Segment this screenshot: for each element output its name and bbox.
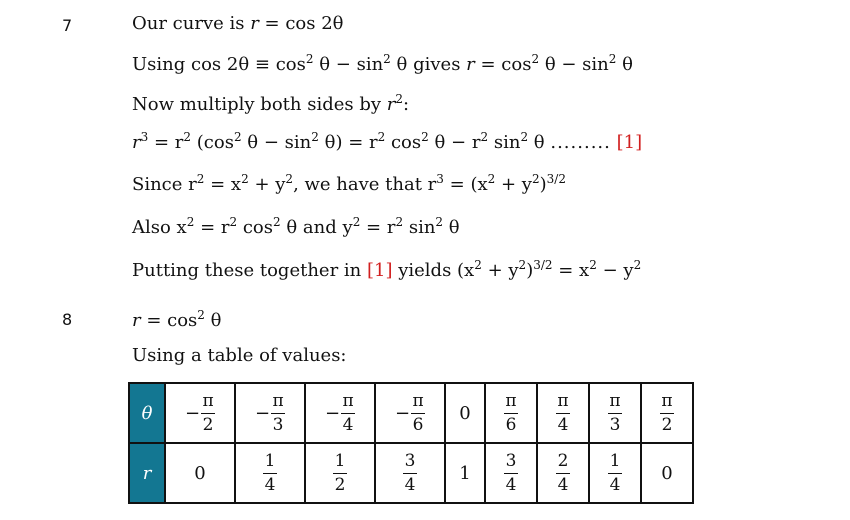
sq: 2 xyxy=(531,52,540,66)
sq: 2 xyxy=(518,258,527,272)
fraction-bar xyxy=(201,413,215,414)
fraction xyxy=(504,452,518,495)
q7-line-2 xyxy=(132,54,633,75)
fraction-numerator: 2 xyxy=(557,450,569,471)
fraction-bar xyxy=(411,413,425,414)
reference-1: [1] xyxy=(616,132,643,153)
q7-l1-text: Our curve is xyxy=(132,13,251,34)
r-cell: 1 xyxy=(445,443,485,503)
fraction xyxy=(271,392,285,435)
theta-cell xyxy=(375,383,445,443)
sq: 2 xyxy=(233,130,242,144)
q7-l6-a: Also x xyxy=(132,217,187,238)
fraction-numerator: 3 xyxy=(505,450,517,471)
r-cell xyxy=(537,443,589,503)
sq: 2 xyxy=(421,130,429,144)
question-number-7: 7 xyxy=(62,16,73,35)
fraction-numerator: π xyxy=(661,390,673,411)
q7-l4-e: θ) = r xyxy=(318,132,378,153)
sq: 2 xyxy=(197,308,205,322)
fraction-denominator: 4 xyxy=(264,474,276,495)
r-cell: 0 xyxy=(165,443,235,503)
q7-l5-g: ) xyxy=(539,174,547,195)
sq: 2 xyxy=(273,215,281,229)
q7-l2-a: Using cos 2θ ≡ cos xyxy=(132,54,306,75)
sq: 2 xyxy=(285,172,294,186)
q7-l4-i: θ xyxy=(528,132,551,153)
q7-l4-h: sin xyxy=(488,132,521,153)
exponent-3-2: 3/2 xyxy=(546,172,566,186)
sq: 2 xyxy=(305,52,314,66)
theta-cell xyxy=(305,383,375,443)
q7-l1-rhs: = cos 2θ xyxy=(258,13,344,34)
fraction-denominator: 2 xyxy=(334,474,346,495)
sq: 2 xyxy=(395,215,404,229)
fraction xyxy=(411,392,425,435)
q7-l3-c: : xyxy=(403,94,410,115)
theta-row xyxy=(129,383,693,443)
fraction-bar xyxy=(556,413,570,414)
fraction-numerator: π xyxy=(202,390,214,411)
fraction-denominator: 4 xyxy=(557,414,569,435)
fraction xyxy=(556,392,570,435)
theta-cell: 0 xyxy=(445,383,485,443)
q7-l4-a: r xyxy=(132,132,141,153)
fraction-bar xyxy=(504,413,518,414)
q7-l4-d: θ − sin xyxy=(241,132,312,153)
q7-l5-c: + y xyxy=(248,174,286,195)
fraction xyxy=(333,452,347,495)
sq: 2 xyxy=(377,130,386,144)
q7-line-5 xyxy=(132,174,566,195)
fraction xyxy=(608,452,622,495)
fraction-numerator: 1 xyxy=(609,450,621,471)
fraction-bar xyxy=(660,413,674,414)
fraction xyxy=(504,392,518,435)
q8-line-2: Using a table of values: xyxy=(132,345,347,366)
q7-l4-b: = r xyxy=(148,132,184,153)
fraction-denominator: 3 xyxy=(272,414,284,435)
reference-1-inline: [1] xyxy=(366,260,393,281)
sq: 2 xyxy=(186,215,195,229)
q7-line-1 xyxy=(132,13,344,34)
q7-l7-b: yields (x xyxy=(392,260,475,281)
q7-l3-b: r xyxy=(386,94,396,115)
fraction-numerator: 1 xyxy=(264,450,276,471)
fraction-bar xyxy=(556,473,570,474)
q7-l6-f: sin xyxy=(403,217,436,238)
fraction xyxy=(660,392,674,435)
r-cell xyxy=(235,443,305,503)
q7-l6-c: cos xyxy=(237,217,274,238)
q7-l4-dots: ......... xyxy=(550,132,611,153)
theta-cell xyxy=(537,383,589,443)
r-cell xyxy=(305,443,375,503)
fraction-denominator: 6 xyxy=(505,414,517,435)
q7-l5-e: = (x xyxy=(443,174,488,195)
q7-l6-b: = r xyxy=(194,217,230,238)
fraction-denominator: 4 xyxy=(342,414,354,435)
q8-l1-theta: θ xyxy=(204,310,222,331)
fraction-bar xyxy=(504,473,518,474)
sq: 2 xyxy=(311,130,319,144)
q7-line-3 xyxy=(132,94,409,115)
minus-sign: − xyxy=(324,402,341,424)
sq: 2 xyxy=(196,172,205,186)
fraction-numerator: π xyxy=(505,390,517,411)
fraction-numerator: π xyxy=(557,390,569,411)
q7-l2-f: θ − sin xyxy=(539,54,609,75)
minus-sign: − xyxy=(184,402,201,424)
fraction-numerator: π xyxy=(609,390,621,411)
q7-line-7 xyxy=(132,260,641,281)
sq: 2 xyxy=(435,215,444,229)
fraction-bar xyxy=(341,413,355,414)
fraction-bar xyxy=(608,413,622,414)
theta-cell xyxy=(235,383,305,443)
q7-line-6 xyxy=(132,217,460,238)
sq: 2 xyxy=(395,92,403,106)
q7-l7-d: ) xyxy=(526,260,534,281)
sq: 2 xyxy=(633,258,642,272)
fraction-denominator: 6 xyxy=(412,414,424,435)
sq: 2 xyxy=(352,215,361,229)
q7-l4-c: (cos xyxy=(191,132,234,153)
r-row xyxy=(129,443,693,503)
sq: 2 xyxy=(531,172,540,186)
fraction xyxy=(341,392,355,435)
minus-sign: − xyxy=(394,402,411,424)
q7-l5-a: Since r xyxy=(132,174,197,195)
fraction-bar xyxy=(403,473,417,474)
q7-l6-e: = r xyxy=(360,217,396,238)
q7-l7-f: − y xyxy=(596,260,634,281)
fraction-numerator: 3 xyxy=(404,450,416,471)
r-cell xyxy=(375,443,445,503)
fraction xyxy=(608,392,622,435)
q7-l5-d: , we have that r xyxy=(293,174,437,195)
q7-l3-a: Now multiply both sides by xyxy=(132,94,387,115)
sq: 2 xyxy=(608,52,617,66)
q7-l4-f: cos xyxy=(385,132,422,153)
sq: 2 xyxy=(474,258,482,272)
theta-cell xyxy=(589,383,641,443)
question-number-8: 8 xyxy=(62,310,73,329)
q7-l4-g: θ − r xyxy=(428,132,481,153)
r-cell: 0 xyxy=(641,443,693,503)
sq: 2 xyxy=(520,130,529,144)
fraction-denominator: 3 xyxy=(609,414,621,435)
fraction-denominator: 4 xyxy=(609,474,621,495)
fraction-denominator: 4 xyxy=(505,474,517,495)
q7-l2-d: r xyxy=(466,54,475,75)
fraction-bar xyxy=(271,413,285,414)
sq: 2 xyxy=(229,215,238,229)
theta-cell xyxy=(165,383,235,443)
theta-header: θ xyxy=(129,383,165,443)
q7-l2-e: = cos xyxy=(474,54,532,75)
fraction-bar xyxy=(333,473,347,474)
q7-l6-g: θ xyxy=(443,217,460,238)
q7-l6-d: θ and y xyxy=(280,217,353,238)
theta-cell xyxy=(641,383,693,443)
fraction xyxy=(403,452,417,495)
fraction xyxy=(263,452,277,495)
minus-sign: − xyxy=(254,402,271,424)
sq: 2 xyxy=(487,172,496,186)
sq: 2 xyxy=(383,52,391,66)
q7-l2-b: θ − sin xyxy=(313,54,384,75)
q7-l1-r: r xyxy=(250,13,259,34)
q8-l1-rhs: = cos xyxy=(140,310,198,331)
q7-line-4 xyxy=(132,132,642,153)
fraction-numerator: 1 xyxy=(334,450,346,471)
values-table xyxy=(128,382,694,504)
fraction-denominator: 4 xyxy=(404,474,416,495)
q8-l1-r: r xyxy=(132,310,141,331)
fraction-numerator: π xyxy=(342,390,354,411)
q7-l2-c: θ gives xyxy=(390,54,467,75)
fraction xyxy=(556,452,570,495)
q7-l2-g: θ xyxy=(616,54,633,75)
fraction-bar xyxy=(608,473,622,474)
fraction-denominator: 2 xyxy=(202,414,214,435)
fraction-numerator: π xyxy=(412,390,424,411)
q7-l7-a: Putting these together in xyxy=(132,260,367,281)
q8-line-1 xyxy=(132,310,222,331)
cube: 3 xyxy=(140,130,149,144)
sq: 2 xyxy=(183,130,192,144)
exponent-3-2: 3/2 xyxy=(533,258,553,272)
q7-l5-f: + y xyxy=(495,174,532,195)
cube: 3 xyxy=(436,172,444,186)
r-cell xyxy=(589,443,641,503)
sq: 2 xyxy=(589,258,597,272)
q7-l7-e: = x xyxy=(552,260,590,281)
sq: 2 xyxy=(480,130,489,144)
r-cell xyxy=(485,443,537,503)
fraction-denominator: 2 xyxy=(661,414,673,435)
fraction-denominator: 4 xyxy=(557,474,569,495)
fraction xyxy=(201,392,215,435)
sq: 2 xyxy=(241,172,249,186)
q7-l7-c: + y xyxy=(481,260,519,281)
r-header: r xyxy=(129,443,165,503)
fraction-numerator: π xyxy=(272,390,284,411)
q7-l5-b: = x xyxy=(204,174,242,195)
fraction-bar xyxy=(263,473,277,474)
theta-cell xyxy=(485,383,537,443)
